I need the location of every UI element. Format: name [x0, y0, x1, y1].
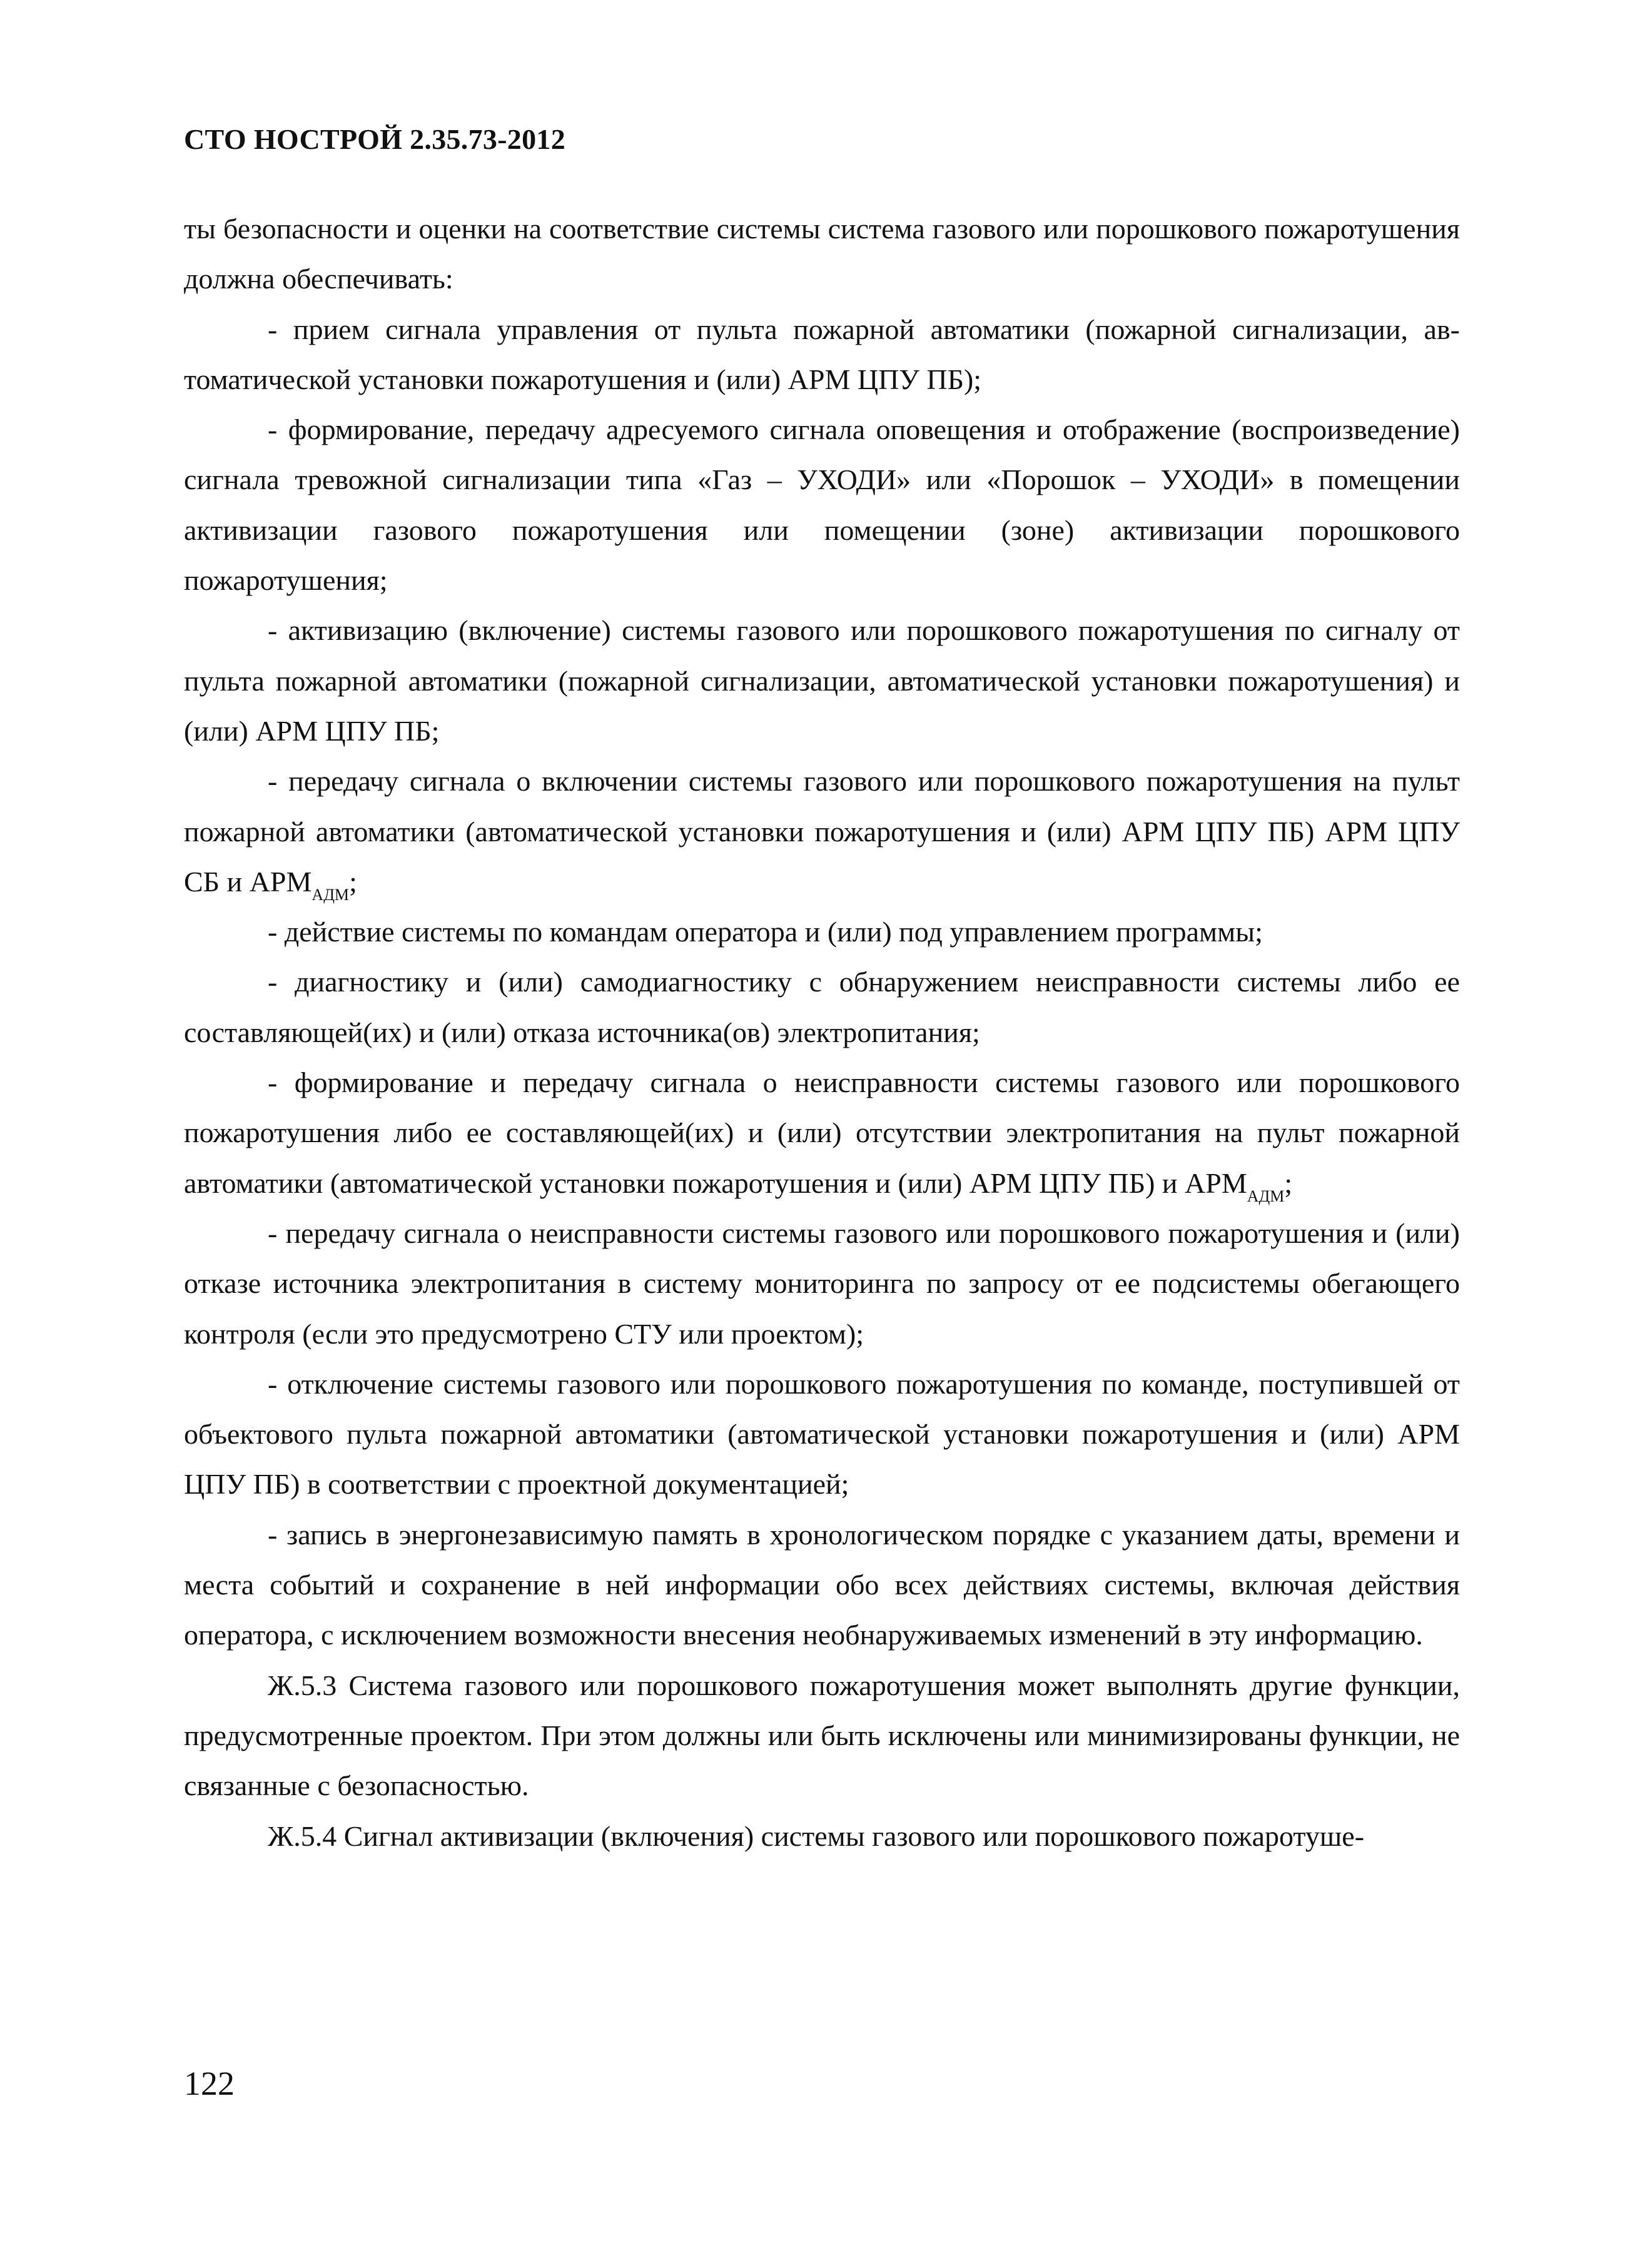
- list-item-activation-signal: - передачу сигнала о включении системы газового или порошкового пожаротушения на пульт пожарной автоматики (автоматической установки пожаротушения и (или) АРМ ЦПУ ПБ) АРМ ЦПУ СБ и $АРМ_{АДМ}$;: [184, 765, 1460, 904]
- list-item-alarm-signal: - формирование, передачу адресуемого сигнала оповещения и отображение (воспроизведение) сигнала тревожной сигнализации типа «Газ – УХОДИ» или «Порошок – УХОДИ» в помещении активизации газового пожаротушения или помещении (зоне) активизации порошкового пожаротушения;: [184, 413, 1460, 597]
- document-body: [184, 204, 1460, 1861]
- subscript-adm: АДМ: [1247, 1187, 1285, 1205]
- document-header: СТО НОСТРОЙ 2.35.73-2012: [184, 123, 566, 155]
- list-item-disable: - отключение системы газового или порошкового пожаротушения по команде, поступившей от объектового пульта пожарной автоматики (автоматической установки пожаротушения и (или) АРМ ЦПУ ПБ) в соответствии с проектной документацией;: [184, 1367, 1460, 1501]
- clause-zh-5-3: Ж.5.3 Система газового или порошкового пожаротушения может выполнять другие функции, предусмотренные проектом. При этом должны или быть исключены или минимизированы функции, не связанные с безопасностью.: [184, 1669, 1460, 1802]
- list-item-operator-commands: - действие системы по командам оператора и (или) под управлением программы;: [268, 916, 1263, 948]
- page-number: 122: [184, 2065, 235, 2102]
- list-item-receive-signal: - прием сигнала управления от пульта пожарной автоматики (пожарной сигнализации, автоматической установки пожаротушения и (или) АРМ ЦПУ ПБ);: [184, 313, 1460, 395]
- subscript-adm: АДМ: [311, 885, 350, 904]
- list-item-diagnostics: - диагностику и (или) самодиагностику с обнаружением неисправности системы либо ее составляющей(их) и (или) отказа источника(ов) электропитания;: [184, 966, 1460, 1048]
- clause-zh-5-4: Ж.5.4 Сигнал активизации (включения) системы газового или порошкового пожаротуше-: [268, 1820, 1365, 1852]
- list-item-monitoring: - передачу сигнала о неисправности системы газового или порошкового пожаротушения и (или) отказе источника электропитания в систему мониторинга по запросу от ее подсистемы обегающего контроля (если это предусмотрено СТУ или проектом);: [184, 1217, 1460, 1350]
- list-item-event-log: - запись в энергонезависимую память в хронологическом порядке с указанием даты, времени и места событий и сохранение в ней информации обо всех действиях системы, включая действия оператора, с исключением возможности внесения необнаруживаемых изменений в эту информацию.: [184, 1518, 1460, 1651]
- paragraph-continuation: ты безопасности и оценки на соответствие системы система газового или порошкового пожаротушения должна обеспечивать:: [184, 213, 1460, 295]
- list-item-fault-signal: - формирование и передачу сигнала о неисправности системы газового или порошкового пожаротушения либо ее составляющей(их) и (или) отсутствии электропитания на пульт пожарной автоматики (автоматической установки пожаротушения и (или) АРМ ЦПУ ПБ) и $АРМ_{АДМ}$;: [184, 1066, 1460, 1205]
- list-item-activation: - активизацию (включение) системы газового или порошкового пожаротушения по сигналу от пульта пожарной автоматики (пожарной сигнализации, автоматической установки пожаротушения) и (или) АРМ ЦПУ ПБ;: [184, 614, 1460, 747]
